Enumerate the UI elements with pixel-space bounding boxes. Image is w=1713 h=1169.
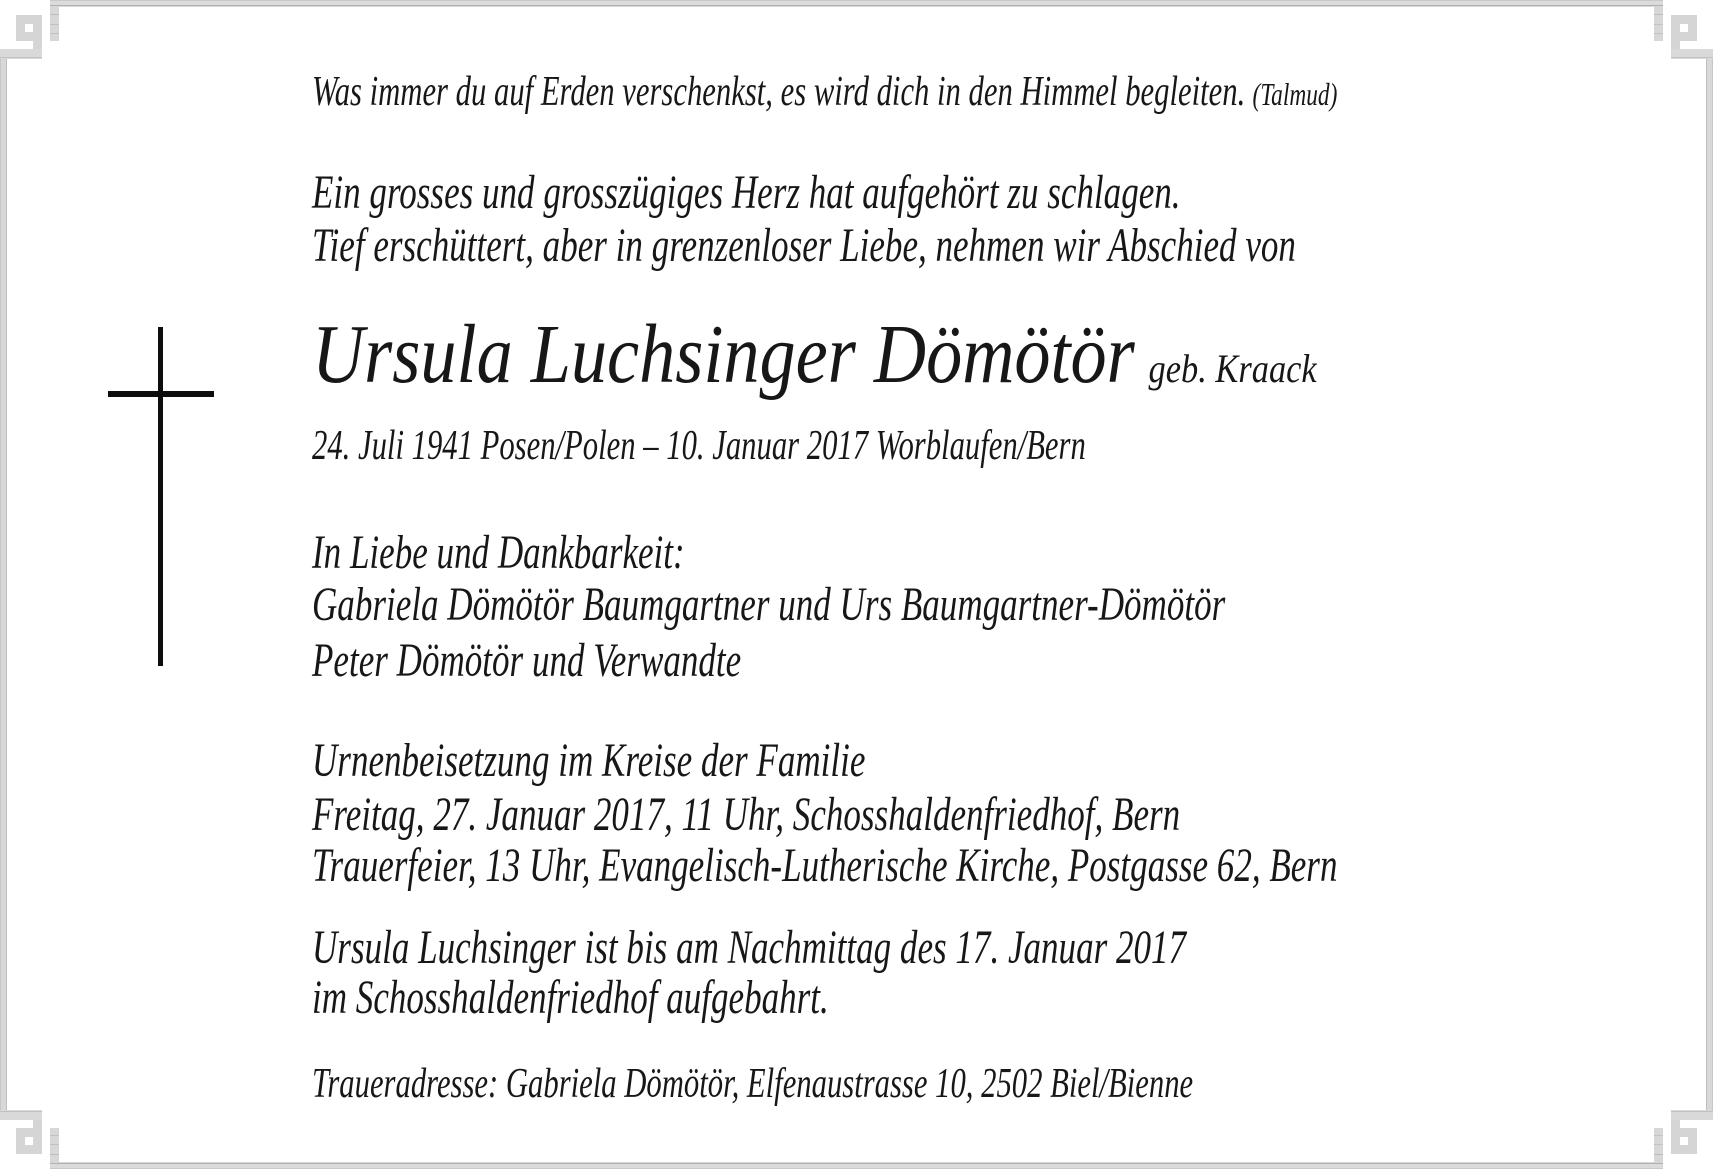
cross-horizontal-beam: [108, 391, 214, 397]
greek-key-corner-icon: [0, 0, 60, 60]
quote-attribution: (Talmud): [1252, 76, 1338, 112]
repose-text: Ursula Luchsinger ist bis am Nachmittag des 17. Januar 2017: [312, 921, 1187, 974]
family-text: Peter Dömötör und Verwandte: [312, 634, 742, 687]
greek-key-corner-icon: [1653, 0, 1713, 60]
corner-piece: [16, 1128, 42, 1154]
corner-piece: [50, 1128, 59, 1163]
corner-piece: [16, 15, 42, 41]
intro-text: Tief erschüttert, aber in grenzenloser Liebe, nehmen wir Abschied von: [312, 219, 1296, 272]
service-line: [312, 734, 1070, 787]
life-dates-line: [312, 425, 1372, 467]
frame-bottom-bar: [50, 1162, 1663, 1169]
corner-piece: [1654, 6, 1663, 41]
service-text: Urnenbeisetzung im Kreise der Familie: [312, 734, 866, 787]
frame-top-bar: [50, 0, 1663, 7]
quote-line: [312, 71, 1713, 113]
family-text: Gabriela Dömötör Baumgartner und Urs Baumgartner-Dömötör: [312, 578, 1226, 631]
corner-piece: [0, 1110, 42, 1120]
intro-line: [312, 219, 1660, 272]
deceased-name-line: [312, 308, 1480, 401]
frame-left-bar: [0, 59, 7, 1110]
service-line: [312, 839, 1713, 892]
intro-line: [312, 166, 1502, 219]
frame-right-bar: [1706, 59, 1713, 1110]
family-line: [312, 578, 1563, 631]
corner-piece: [1654, 1128, 1663, 1163]
family-intro-line: [312, 526, 823, 579]
corner-piece: [0, 49, 42, 59]
mourning-address-line: [312, 1063, 1519, 1105]
service-text: Freitag, 27. Januar 2017, 11 Uhr, Schosshaldenfriedhof, Bern: [312, 788, 1181, 841]
corner-piece: [1671, 1128, 1697, 1154]
greek-key-corner-icon: [0, 1109, 60, 1169]
deceased-name: Ursula Luchsinger Dömötör: [312, 308, 1135, 401]
family-intro: In Liebe und Dankbarkeit:: [312, 526, 685, 579]
greek-key-corner-icon: [1653, 1109, 1713, 1169]
mourning-address: Traueradresse: Gabriela Dömötör, Elfenaustrasse 10, 2502 Biel/Bienne: [312, 1061, 1194, 1107]
corner-piece: [50, 6, 59, 41]
cross-vertical-beam: [158, 327, 163, 666]
maiden-name: geb. Kraack: [1148, 346, 1317, 391]
corner-piece: [1671, 1110, 1713, 1120]
corner-piece: [1671, 15, 1697, 41]
repose-line: [312, 921, 1509, 974]
quote-text: Was immer du auf Erden verschenkst, es wird dich in den Himmel begleiten.: [312, 69, 1246, 115]
family-line: [312, 634, 900, 687]
repose-text: im Schosshaldenfriedhof aufgebahrt.: [312, 971, 829, 1024]
service-line: [312, 788, 1501, 841]
service-text: Trauerfeier, 13 Uhr, Evangelisch-Lutherische Kirche, Postgasse 62, Bern: [312, 839, 1338, 892]
corner-piece: [1671, 49, 1713, 59]
repose-line: [312, 971, 1020, 1024]
life-dates: 24. Juli 1941 Posen/Polen – 10. Januar 2017 Worblaufen/Bern: [312, 423, 1086, 469]
intro-text: Ein grosses und grosszügiges Herz hat aufgehört zu schlagen.: [312, 166, 1181, 219]
